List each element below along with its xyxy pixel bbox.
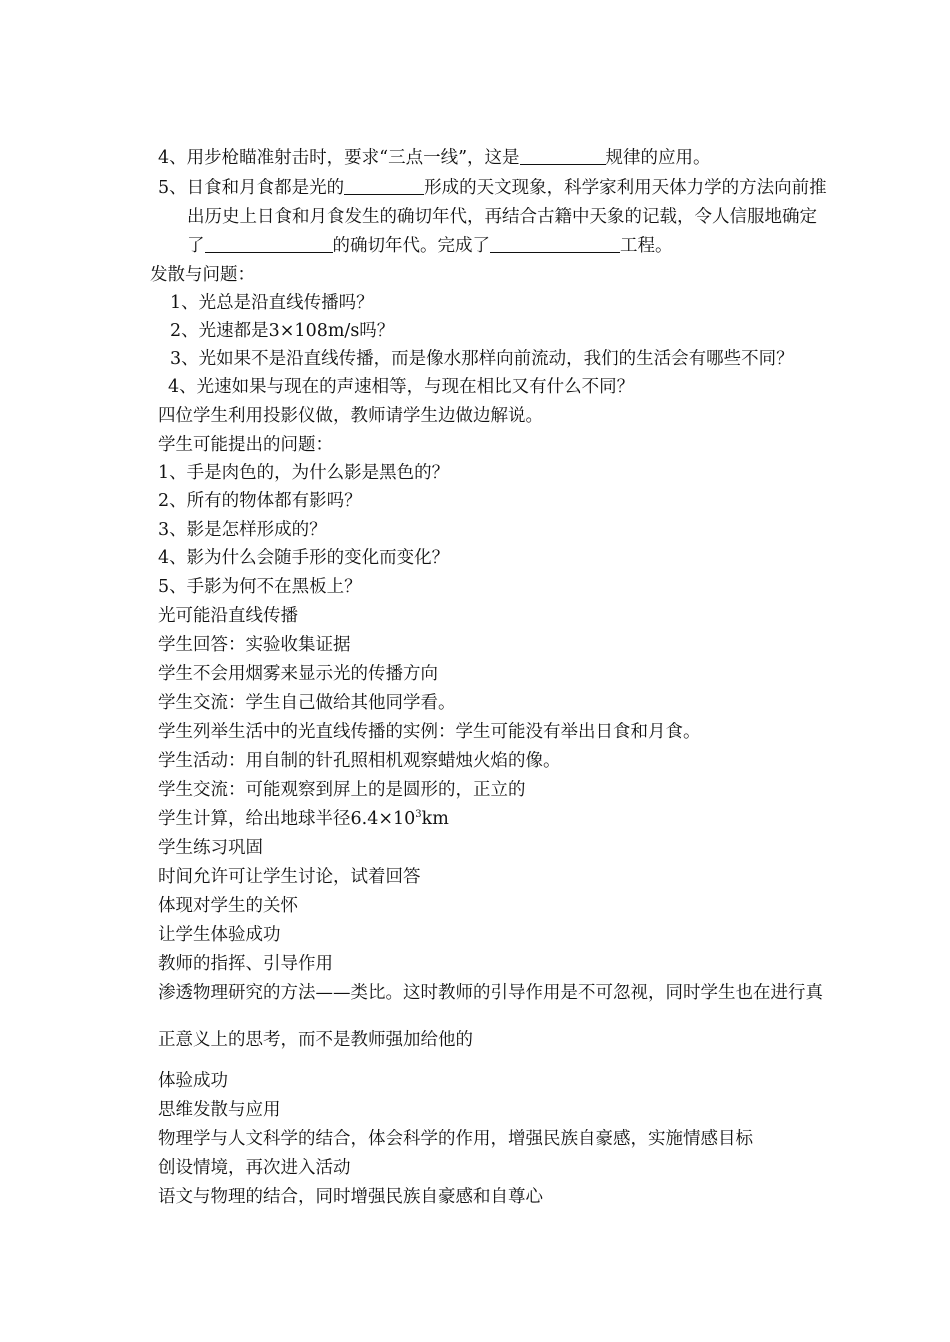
note-line: 语文与物理的结合，同时增强民族自豪感和自尊心 bbox=[158, 1187, 543, 1207]
note-line: 让学生体验成功 bbox=[158, 925, 281, 945]
note-line: 学生列举生活中的光直线传播的实例：学生可能没有举出日食和月食。 bbox=[158, 722, 701, 742]
note-text: 学生计算，给出地球半径6.4×10 bbox=[158, 809, 416, 829]
divergence-item: 2、光速都是3×108m/s吗？ bbox=[170, 321, 395, 341]
note-line: 教师的指挥、引导作用 bbox=[158, 954, 333, 974]
note-line: 四位学生利用投影仪做，教师请学生边做边解说。 bbox=[158, 406, 543, 426]
student-question: 2、所有的物体都有影吗？ bbox=[158, 491, 362, 511]
question-5-line-1 bbox=[158, 177, 827, 199]
note-line: 体验成功 bbox=[158, 1071, 228, 1091]
question-5-text: 工程。 bbox=[620, 236, 673, 256]
note-line: 学生不会用烟雾来显示光的传播方向 bbox=[158, 664, 438, 684]
question-5-text: 的确切年代。完成了 bbox=[332, 236, 490, 256]
note-line: 创设情境，再次进入活动 bbox=[158, 1158, 351, 1178]
student-question: 5、手影为何不在黑板上？ bbox=[158, 577, 362, 597]
note-line: 时间允许可让学生讨论，试着回答 bbox=[158, 867, 421, 887]
divergence-heading: 发散与问题： bbox=[150, 265, 255, 285]
student-question: 4、影为什么会随手形的变化而变化？ bbox=[158, 548, 450, 568]
question-4-text-before: 用步枪瞄准射击时，要求“三点一线”，这是 bbox=[186, 148, 520, 168]
answer-blank bbox=[520, 148, 606, 165]
question-4-text-after: 规律的应用。 bbox=[605, 148, 711, 168]
question-5-line-3 bbox=[187, 235, 673, 257]
note-line: 学生活动：用自制的针孔照相机观察蜡烛火焰的像。 bbox=[158, 751, 561, 771]
note-line: 体现对学生的关怀 bbox=[158, 896, 298, 916]
answer-blank bbox=[205, 236, 333, 253]
note-line: 学生交流：学生自己做给其他同学看。 bbox=[158, 693, 456, 713]
note-line: 渗透物理研究的方法——类比。这时教师的引导作用是不可忽视，同时学生也在进行真 bbox=[158, 983, 823, 1003]
question-4 bbox=[158, 147, 711, 169]
question-5-text: 形成的天文现象，科学家利用天体力学的方法向前推 bbox=[424, 178, 827, 198]
question-5-line-2: 出历史上日食和月食发生的确切年代，再结合古籍中天象的记载，令人信服地确定 bbox=[187, 207, 817, 227]
student-question: 3、影是怎样形成的？ bbox=[158, 520, 327, 540]
answer-blank bbox=[344, 178, 424, 195]
divergence-item: 4、光速如果与现在的声速相等，与现在相比又有什么不同？ bbox=[168, 377, 635, 397]
note-line bbox=[158, 808, 449, 830]
question-4-number: 4、 bbox=[158, 148, 187, 168]
note-line: 学生交流：可能观察到屏上的是圆形的，正立的 bbox=[158, 780, 526, 800]
note-line: 正意义上的思考，而不是教师强加给他的 bbox=[158, 1030, 473, 1050]
note-line: 思维发散与应用 bbox=[158, 1100, 281, 1120]
student-question: 1、手是肉色的，为什么影是黑色的？ bbox=[158, 463, 450, 483]
answer-blank bbox=[490, 236, 620, 253]
note-line: 学生回答：实验收集证据 bbox=[158, 635, 351, 655]
note-line: 学生练习巩固 bbox=[158, 838, 263, 858]
exponent: 3 bbox=[415, 809, 422, 820]
note-text: km bbox=[421, 809, 449, 829]
question-5-number: 5、 bbox=[158, 178, 187, 198]
question-5-text: 了 bbox=[187, 236, 205, 256]
note-line: 物理学与人文科学的结合，体会科学的作用，增强民族自豪感，实施情感目标 bbox=[158, 1129, 753, 1149]
divergence-item: 1、光总是沿直线传播吗？ bbox=[170, 293, 374, 313]
note-line: 光可能沿直线传播 bbox=[158, 606, 298, 626]
question-5-text: 日食和月食都是光的 bbox=[186, 178, 345, 198]
divergence-item: 3、光如果不是沿直线传播，而是像水那样向前流动，我们的生活会有哪些不同？ bbox=[170, 349, 794, 369]
questions-heading: 学生可能提出的问题： bbox=[158, 435, 333, 455]
